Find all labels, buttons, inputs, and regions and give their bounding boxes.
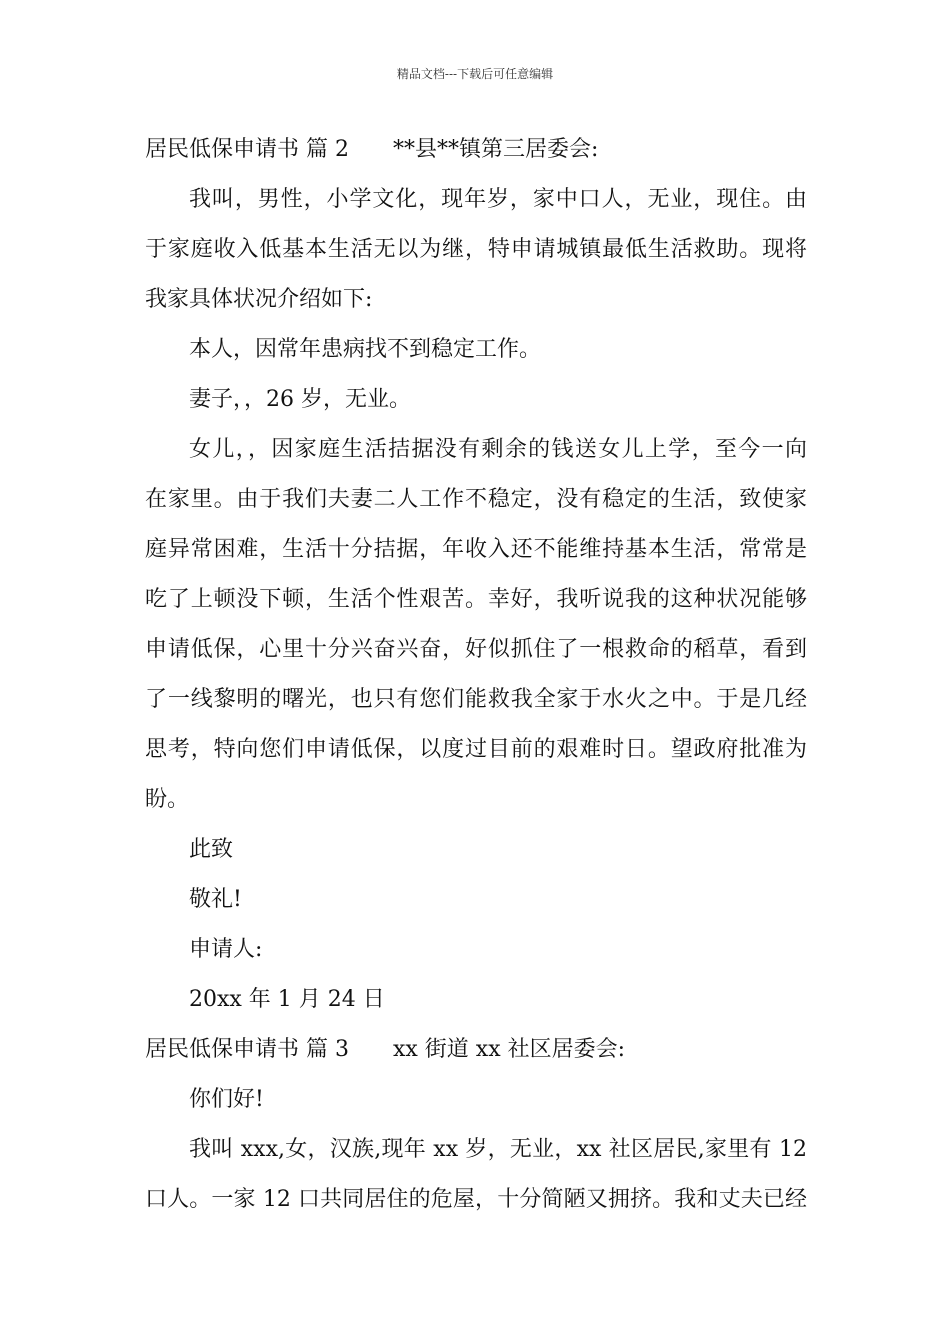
self-description: 本人，因常年患病找不到稳定工作。	[189, 337, 542, 362]
wife-description: 妻子，，26 岁，无业。	[189, 387, 411, 412]
paragraph-line: 我叫，男性，小学文化，现年岁，家中口人，无业，现住。由	[189, 187, 807, 212]
paragraph-line: 口人。一家 12 口共同居住的危屋，十分简陋又拥挤。我和丈夫已经	[145, 1187, 807, 1212]
section-3-heading	[145, 1025, 807, 1075]
section-2-heading	[145, 125, 807, 175]
paragraph-line: 我叫 xxx,女，汉族,现年 xx 岁，无业，xx 社区居民,家里有 12	[189, 1137, 807, 1162]
paragraph-line: 吃了上顿没下顿，生活个性艰苦。幸好，我听说我的这种状况能够	[145, 587, 807, 612]
closing-regards: 敬礼!	[189, 887, 242, 912]
section-2-title: 居民低保申请书 篇 2	[145, 137, 349, 162]
section-3-recipient: xx 街道 xx 社区居委会:	[392, 1037, 626, 1062]
greeting: 你们好!	[189, 1087, 264, 1112]
paragraph-line: 女儿，，因家庭生活拮据没有剩余的钱送女儿上学，至今一向	[189, 437, 807, 462]
section-2-recipient: **县**镇第三居委会:	[392, 137, 599, 162]
section-3-title: 居民低保申请书 篇 3	[145, 1037, 349, 1062]
application-date: 20xx 年 1 月 24 日	[189, 987, 385, 1012]
paragraph-line: 了一线黎明的曙光，也只有您们能救我全家于水火之中。于是几经	[145, 687, 807, 712]
document-body	[145, 125, 807, 1225]
paragraph-line: 在家里。由于我们夫妻二人工作不稳定，没有稳定的生活，致使家	[145, 487, 807, 512]
applicant-label: 申请人:	[189, 937, 263, 962]
closing-salutation: 此致	[189, 837, 234, 862]
paragraph-line: 庭异常困难，生活十分拮据，年收入还不能维持基本生活，常常是	[145, 537, 807, 562]
paragraph-line: 盼。	[145, 787, 190, 812]
paragraph-line: 申请低保，心里十分兴奋兴奋，好似抓住了一根救命的稻草，看到	[145, 637, 807, 662]
paragraph-line: 思考，特向您们申请低保，以度过目前的艰难时日。望政府批准为	[145, 737, 807, 762]
page-header: 精品文档---下载后可任意编辑	[396, 67, 554, 81]
paragraph-line: 于家庭收入低基本生活无以为继，特申请城镇最低生活救助。现将	[145, 237, 807, 262]
paragraph-line: 我家具体状况介绍如下:	[145, 287, 373, 312]
